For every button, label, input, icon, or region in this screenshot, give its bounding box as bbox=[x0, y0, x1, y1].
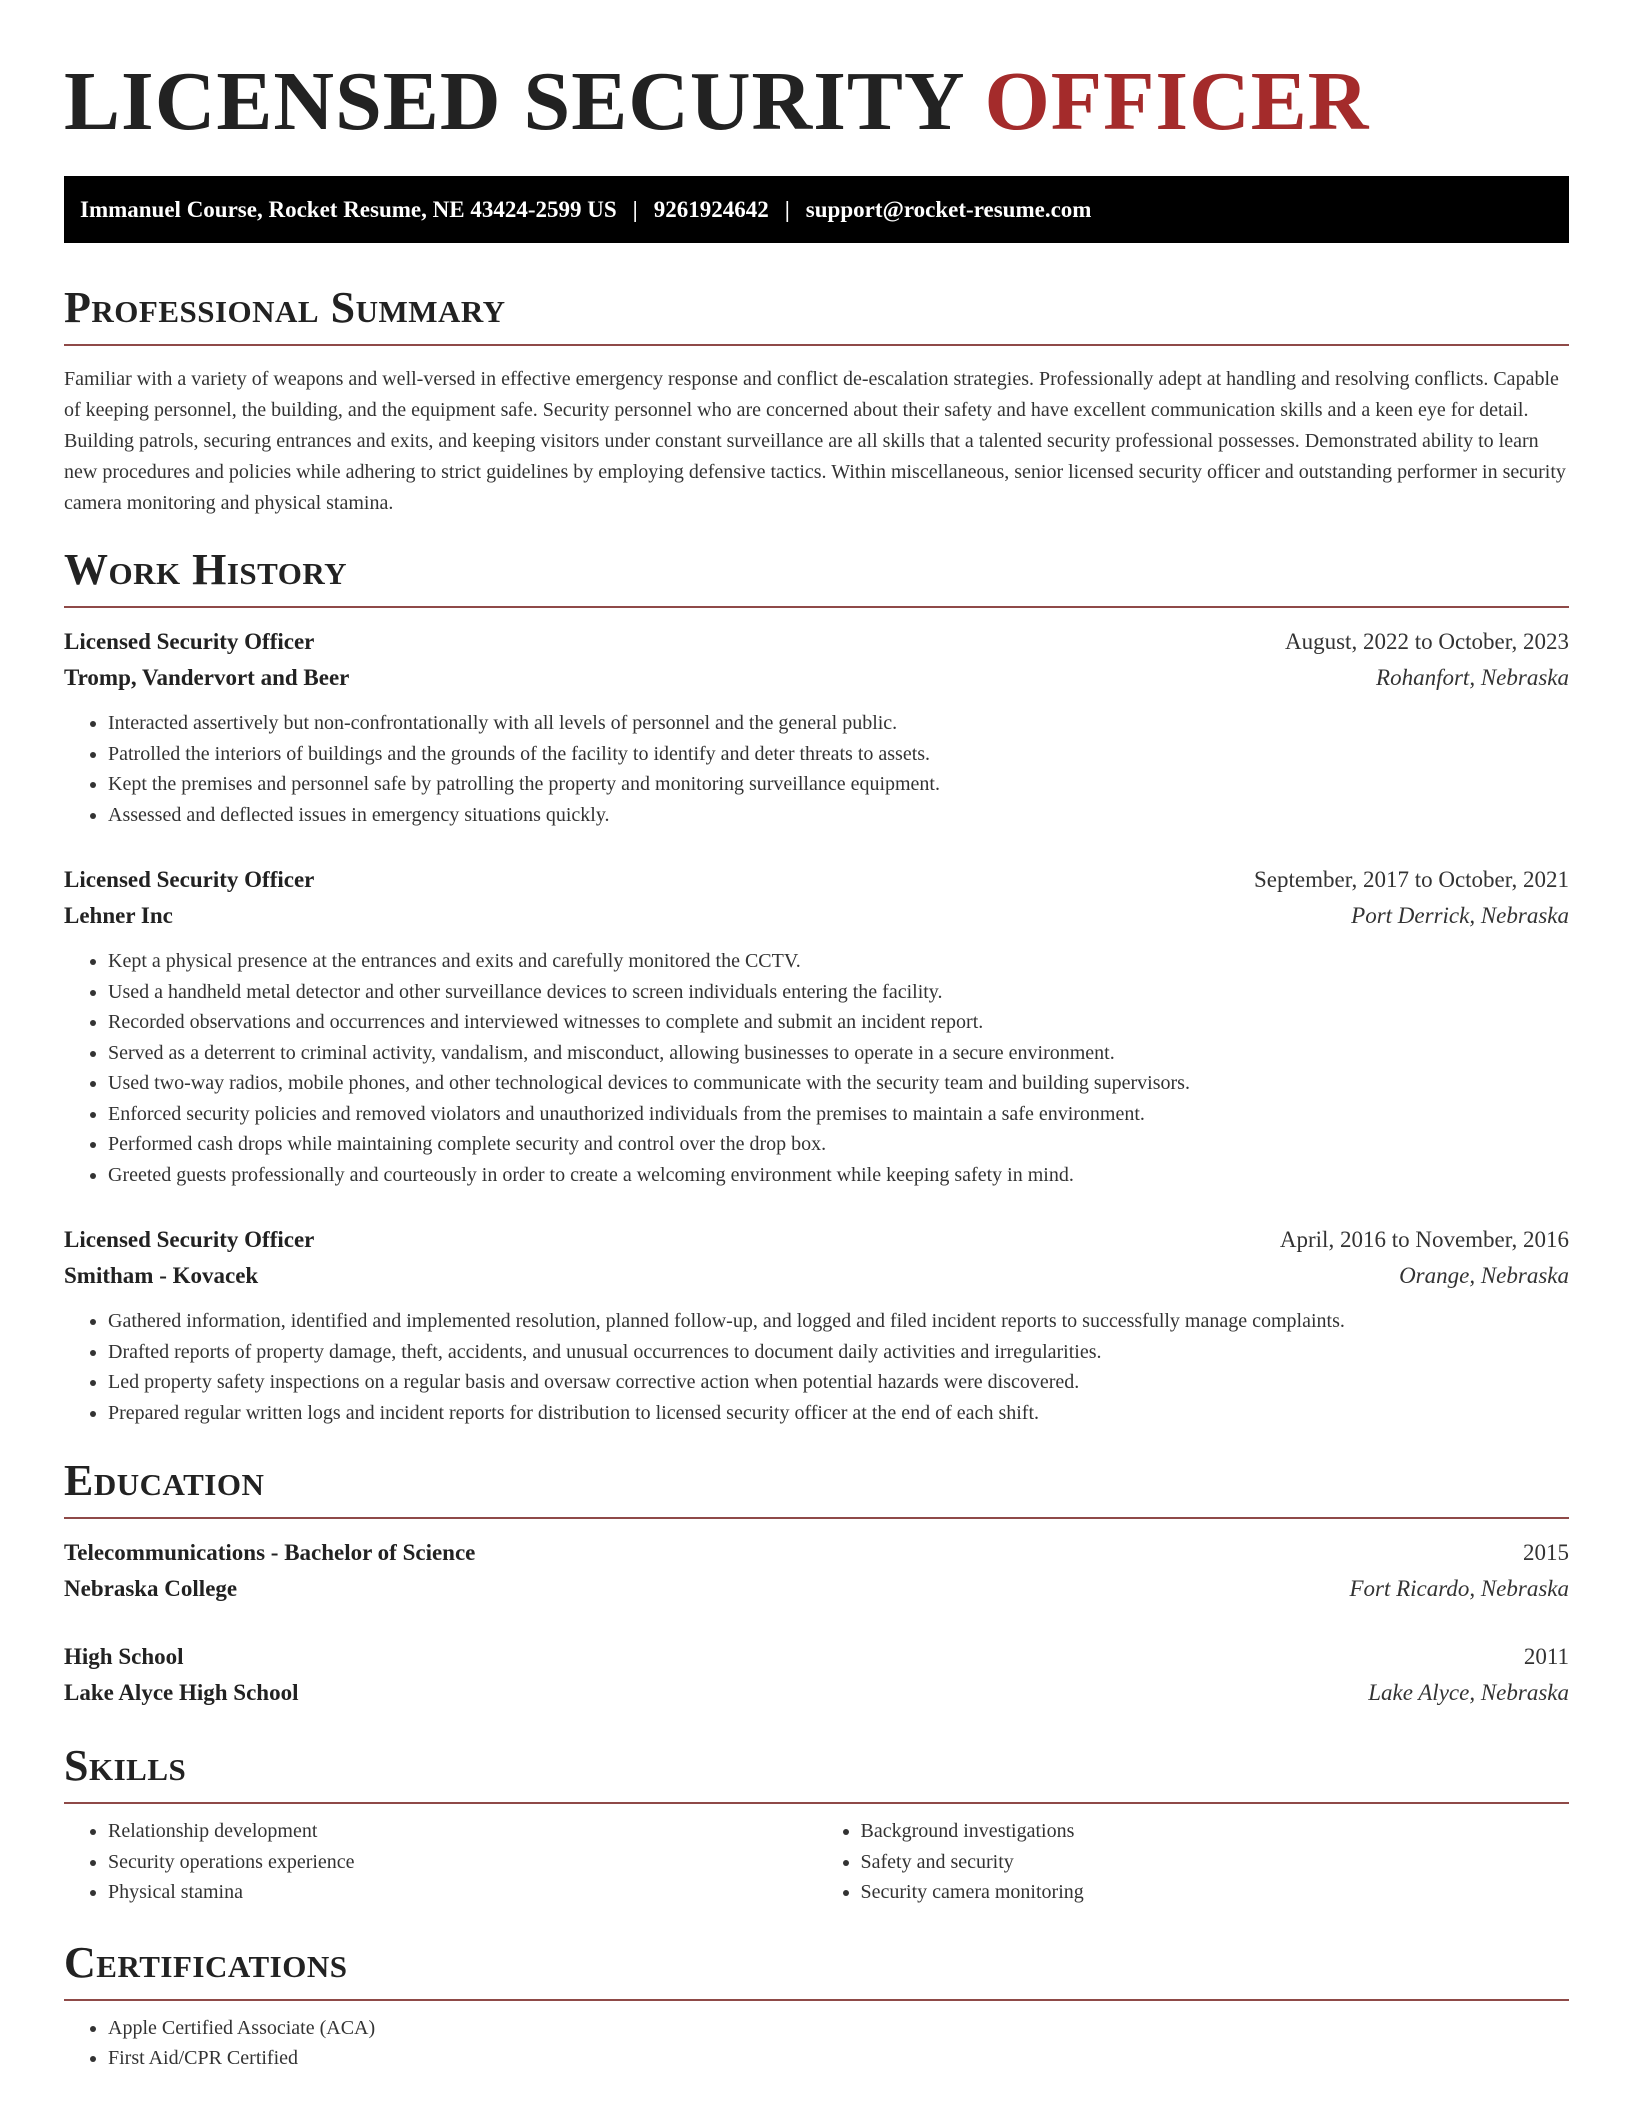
section-title-education: Education bbox=[64, 1456, 265, 1505]
contact-separator: | bbox=[632, 197, 638, 222]
skills-list-left bbox=[64, 1816, 817, 1908]
section-title-certifications: Certifications bbox=[64, 1937, 348, 1987]
list-item: • Enforced security policies and removed violators and unauthorized individuals from the premises to maintain a safe environment. bbox=[108, 1099, 1569, 1130]
title-main: LICENSED SECURITY bbox=[64, 55, 963, 148]
work-entry-header bbox=[64, 862, 1569, 898]
job-dates: September, 2017 to October, 2021 bbox=[1254, 867, 1569, 892]
education-year: 2015 bbox=[1523, 1540, 1569, 1565]
contact-address: Immanuel Course, Rocket Resume, NE 43424-2599 US bbox=[80, 197, 617, 222]
school-name: Nebraska College bbox=[64, 1576, 238, 1601]
school-location: Lake Alyce, Nebraska bbox=[1368, 1680, 1569, 1705]
list-item: • Relationship development bbox=[108, 1816, 817, 1847]
education-entry bbox=[64, 1535, 1569, 1607]
list-item: • Kept a physical presence at the entrances and exits and carefully monitored the CCTV. bbox=[108, 946, 1569, 977]
education-year: 2011 bbox=[1523, 1644, 1569, 1669]
list-item: • Recorded observations and occurrences and interviewed witnesses to complete and submit an incident report. bbox=[108, 1007, 1569, 1038]
summary-section bbox=[64, 283, 1569, 519]
certifications-section bbox=[64, 1938, 1569, 2074]
degree-name: Telecommunications - Bachelor of Science bbox=[64, 1540, 476, 1565]
education-entry-subheader bbox=[64, 1571, 1569, 1607]
skills-section bbox=[64, 1741, 1569, 1908]
section-divider bbox=[64, 1517, 1569, 1519]
work-entry-subheader bbox=[64, 660, 1569, 696]
contact-bar bbox=[64, 176, 1569, 243]
job-dates: August, 2022 to October, 2023 bbox=[1285, 629, 1569, 654]
contact-phone: 9261924642 bbox=[653, 197, 769, 222]
company-name: Smitham - Kovacek bbox=[64, 1263, 259, 1288]
work-entry bbox=[64, 1222, 1569, 1428]
list-item: • Interacted assertively but non-confrontationally with all levels of personnel and the general public. bbox=[108, 708, 1569, 739]
skills-grid bbox=[64, 1804, 1569, 1908]
education-entry-header bbox=[64, 1535, 1569, 1571]
work-entry-subheader bbox=[64, 1258, 1569, 1294]
list-item: • Drafted reports of property damage, theft, accidents, and unusual occurrences to document daily activities and irregularities. bbox=[108, 1337, 1569, 1368]
education-entry-subheader bbox=[64, 1675, 1569, 1711]
work-entry-header bbox=[64, 1222, 1569, 1258]
list-item: • Assessed and deflected issues in emergency situations quickly. bbox=[108, 800, 1569, 831]
list-item: • Led property safety inspections on a regular basis and oversaw corrective action when potential hazards were discovered. bbox=[108, 1367, 1569, 1398]
resume-title bbox=[64, 54, 1569, 150]
job-title: Licensed Security Officer bbox=[64, 867, 315, 892]
list-item: • Physical stamina bbox=[108, 1877, 817, 1908]
job-dates: April, 2016 to November, 2016 bbox=[1279, 1227, 1569, 1252]
school-name: Lake Alyce High School bbox=[64, 1680, 299, 1705]
work-entry-subheader bbox=[64, 898, 1569, 934]
job-bullets bbox=[64, 708, 1569, 830]
section-title-summary: Professional Summary bbox=[64, 283, 506, 332]
list-item: • Performed cash drops while maintaining complete security and control over the drop box. bbox=[108, 1129, 1569, 1160]
job-location: Port Derrick, Nebraska bbox=[1351, 903, 1569, 928]
list-item: • Gathered information, identified and implemented resolution, planned follow-up, and logged and filed incident reports to successfully manage complaints. bbox=[108, 1306, 1569, 1337]
summary-text: Familiar with a variety of weapons and well-versed in effective emergency response and conflict de-escalation strategies. Professionally adept at handling and resolving conflicts. Capable of keeping personnel, the building, and the equipment safe. Security personnel who are concerned about their safety and have excellent communication skills and a keen eye for detail. Building patrols, securing entrances and exits, and keeping visitors under constant surveillance are all skills that a talented security professional possesses. Demonstrated ability to learn new procedures and policies while adhering to strict guidelines by employing defensive tactics. Within miscellaneous, senior licensed security officer and outstanding performer in security camera monitoring and physical stamina. bbox=[64, 368, 1566, 514]
work-entry bbox=[64, 862, 1569, 1190]
company-name: Lehner Inc bbox=[64, 903, 173, 928]
job-location: Orange, Nebraska bbox=[1399, 1263, 1569, 1288]
list-item: • Kept the premises and personnel safe by patrolling the property and monitoring surveillance equipment. bbox=[108, 769, 1569, 800]
section-divider bbox=[64, 1999, 1569, 2001]
contact-separator: | bbox=[784, 197, 790, 222]
job-title: Licensed Security Officer bbox=[64, 629, 315, 654]
work-entry-header bbox=[64, 624, 1569, 660]
school-location: Fort Ricardo, Nebraska bbox=[1349, 1576, 1569, 1601]
job-location: Rohanfort, Nebraska bbox=[1376, 665, 1569, 690]
list-item: • Used a handheld metal detector and other surveillance devices to screen individuals entering the facility. bbox=[108, 977, 1569, 1008]
list-item: • Safety and security bbox=[861, 1847, 1570, 1878]
title-accent: OFFICER bbox=[984, 55, 1370, 148]
list-item: • Served as a deterrent to criminal activity, vandalism, and misconduct, allowing businesses to operate in a secure environment. bbox=[108, 1038, 1569, 1069]
company-name: Tromp, Vandervort and Beer bbox=[64, 665, 350, 690]
job-bullets bbox=[64, 946, 1569, 1190]
section-divider bbox=[64, 344, 1569, 346]
list-item: • First Aid/CPR Certified bbox=[108, 2043, 1569, 2074]
list-item: • Apple Certified Associate (ACA) bbox=[108, 2013, 1569, 2044]
education-entry-header bbox=[64, 1639, 1569, 1675]
job-bullets bbox=[64, 1306, 1569, 1428]
list-item: • Background investigations bbox=[861, 1816, 1570, 1847]
job-title: Licensed Security Officer bbox=[64, 1227, 315, 1252]
degree-name: High School bbox=[64, 1644, 184, 1669]
section-divider bbox=[64, 606, 1569, 608]
list-item: • Greeted guests professionally and courteously in order to create a welcoming environment while keeping safety in mind. bbox=[108, 1160, 1569, 1191]
section-title-skills: Skills bbox=[64, 1741, 187, 1790]
list-item: • Patrolled the interiors of buildings and the grounds of the facility to identify and deter threats to assets. bbox=[108, 739, 1569, 770]
list-item: • Prepared regular written logs and incident reports for distribution to licensed security officer at the end of each shift. bbox=[108, 1398, 1569, 1429]
list-item: • Security operations experience bbox=[108, 1847, 817, 1878]
education-section bbox=[64, 1456, 1569, 1711]
work-section bbox=[64, 545, 1569, 1428]
work-entry bbox=[64, 624, 1569, 830]
education-entry bbox=[64, 1639, 1569, 1711]
certifications-list bbox=[64, 2013, 1569, 2074]
skills-list-right bbox=[817, 1816, 1570, 1908]
list-item: • Security camera monitoring bbox=[861, 1877, 1570, 1908]
section-title-work: Work History bbox=[64, 545, 348, 594]
list-item: • Used two-way radios, mobile phones, and other technological devices to communicate with the security team and building supervisors. bbox=[108, 1068, 1569, 1099]
contact-email[interactable]: support@rocket-resume.com bbox=[805, 197, 1092, 222]
